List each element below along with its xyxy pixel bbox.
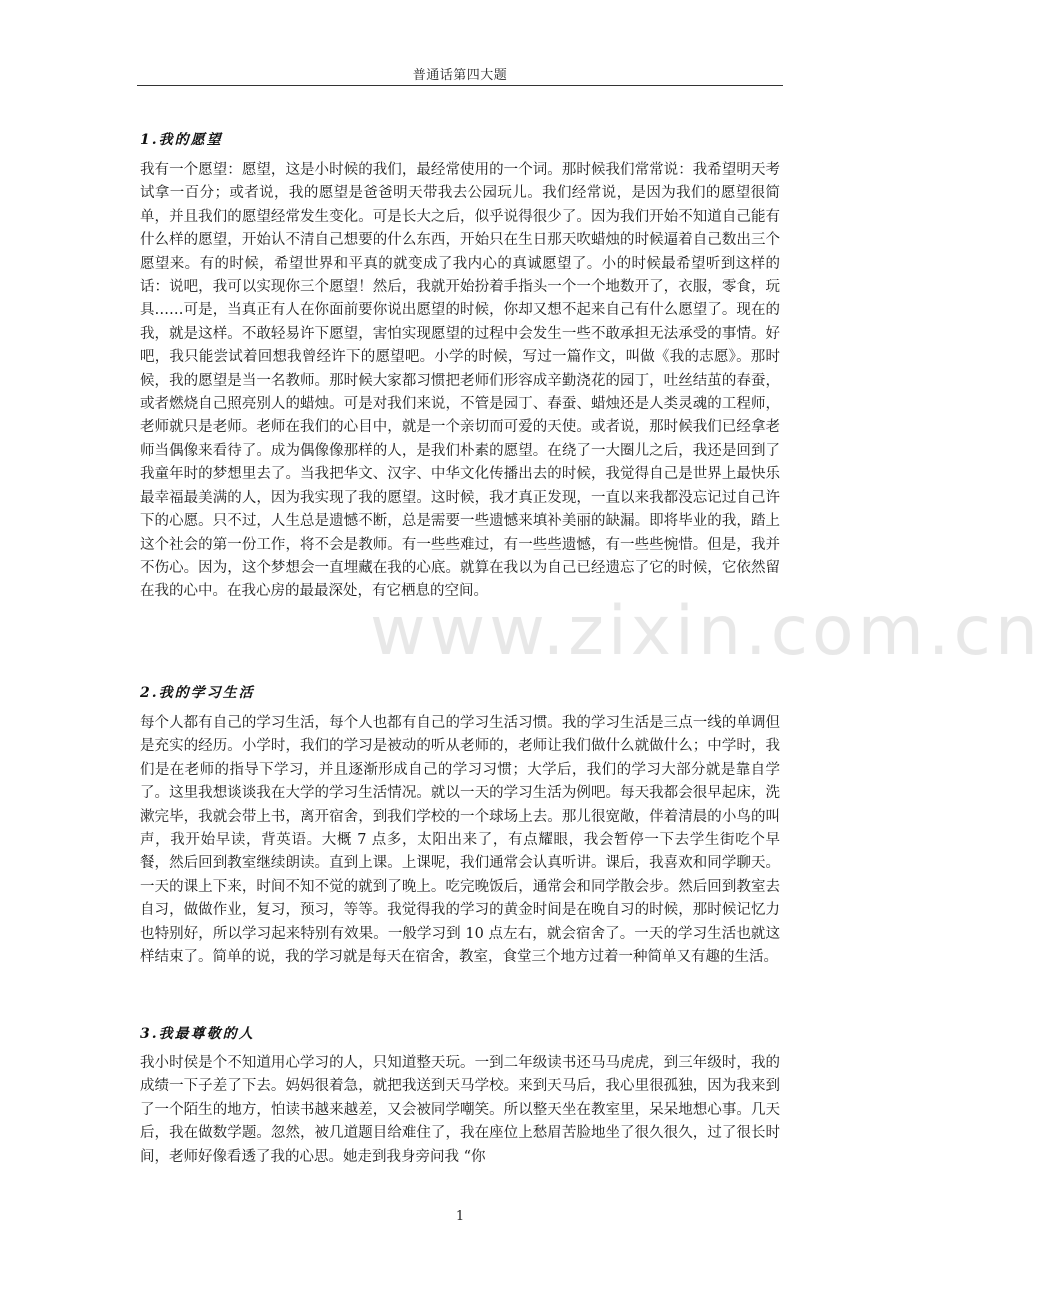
section-title-respected-person: 3.我最尊敬的人: [140, 1026, 255, 1042]
section-title-study-life: 2.我的学习生活: [140, 685, 255, 701]
watermark: www.zixin.com.cn: [370, 592, 1042, 671]
section-body-respected-person: 我小时侯是个不知道用心学习的人，只知道整天玩。一到二年级读书还马马虎虎，到三年级时，我的成绩一下子差了下去。妈妈很着急，就把我送到天马学校。来到天马后，我心里很孤独，因为我来到了一个陌生的地方，怕读书越来越差，又会被同学嘲笑。所以整天坐在教室里，呆呆地想心事。几天后，我在做数学题。忽然，被几道题目给难住了，我在座位上愁眉苦脸地坐了很久很久，过了很长时间，老师好像看透了我的心思。她走到我身旁问我 “你: [140, 1055, 780, 1165]
section-title-wish: 1.我的愿望: [140, 132, 223, 148]
page-number: 1: [455, 1209, 465, 1224]
header-divider: [137, 85, 783, 86]
section-body-wish: 我有一个愿望：愿望，这是小时候的我们，最经常使用的一个词。那时候我们常常说：我希望明天考试拿一百分；或者说，我的愿望是爸爸明天带我去公园玩儿。我们经常说，是因为我们的愿望很简单，并且我们的愿望经常发生变化。可是长大之后，似乎说得很少了。因为我们开始不知道自己能有什么样的愿望，开始认不清自己想要的什么东西，开始只在生日那天吹蜡烛的时候逼着自己数出三个愿望来。有的时候，希望世界和平真的就变成了我内心的真诚愿望了。小的时候最希望听到这样的话：说吧，我可以实现你三个愿望！然后，我就开始扮着手指头一个一个地数开了，衣服，零食，玩具……可是，当真正有人在你面前要你说出愿望的时候，你却又想不起来自己有什么愿望了。现在的我，就是这样。不敢轻易许下愿望，害怕实现愿望的过程中会发生一些不敢承担无法承受的事情。好吧，我只能尝试着回想我曾经许下的愿望吧。小学的时候，写过一篇作文，叫做《我的志愿》。那时候，我的愿望是当一名教师。那时候大家都习惯把老师们形容成辛勤浇花的园丁，吐丝结茧的春蚕，或者燃烧自己照亮别人的蜡烛。可是对我们来说，不管是园丁、春蚕、蜡烛还是人类灵魂的工程师，老师就只是老师。老师在我们的心目中，就是一个亲切而可爱的天使。或者说，那时候我们已经拿老师当偶像来看待了。成为偶像像那样的人，是我们朴素的愿望。在绕了一大圈儿之后，我还是回到了我童年时的梦想里去了。当我把华文、汉字、中华文化传播出去的时候，我觉得自己是世界上最快乐最幸福最美满的人，因为我实现了我的愿望。这时候，我才真正发现，一直以来我都没忘记过自己许下的心愿。只不过，人生总是遗憾不断，总是需要一些遗憾来填补美丽的缺漏。即将毕业的我，踏上这个社会的第一份工作，将不会是教师。有一些些难过，有一些些遗憾，有一些些惋惜。但是，我并不伤心。因为，这个梦想会一直埋藏在我的心底。就算在我以为自己已经遗忘了它的时候，它依然留在我的心中。在我心房的最最深处，有它栖息的空间。: [140, 162, 780, 600]
page-header: 普通话第四大题: [412, 68, 508, 83]
section-body-study-life: 每个人都有自己的学习生活，每个人也都有自己的学习生活习惯。我的学习生活是三点一线的单调但是充实的经历。小学时，我们的学习是被动的听从老师的，老师让我们做什么就做什么；中学时，我们是在老师的指导下学习，并且逐渐形成自己的学习习惯；大学后，我们的学习大部分就是靠自学了。这里我想谈谈我在大学的学习生活情况。就以一天的学习生活为例吧。每天我都会很早起床，洗漱完毕，我就会带上书，离开宿舍，到我们学校的一个球场上去。那儿很宽敞，伴着清晨的小鸟的叫声，我开始早读，背英语。大概 7 点多，太阳出来了，有点耀眼，我会暂停一下去学生街吃个早餐，然后回到教室继续朗读。直到上课。上课呢，我们通常会认真听讲。课后，我喜欢和同学聊天。一天的课上下来，时间不知不觉的就到了晚上。吃完晚饭后，通常会和同学散会步。然后回到教室去自习，做做作业，复习，预习，等等。我觉得我的学习的黄金时间是在晚自习的时候，那时候记忆力也特别好，所以学习起来特别有效果。一般学习到 10 点左右，就会宿舍了。一天的学习生活也就这样结束了。简单的说，我的学习就是每天在宿舍，教室，食堂三个地方过着一种简单又有趣的生活。: [140, 715, 780, 966]
